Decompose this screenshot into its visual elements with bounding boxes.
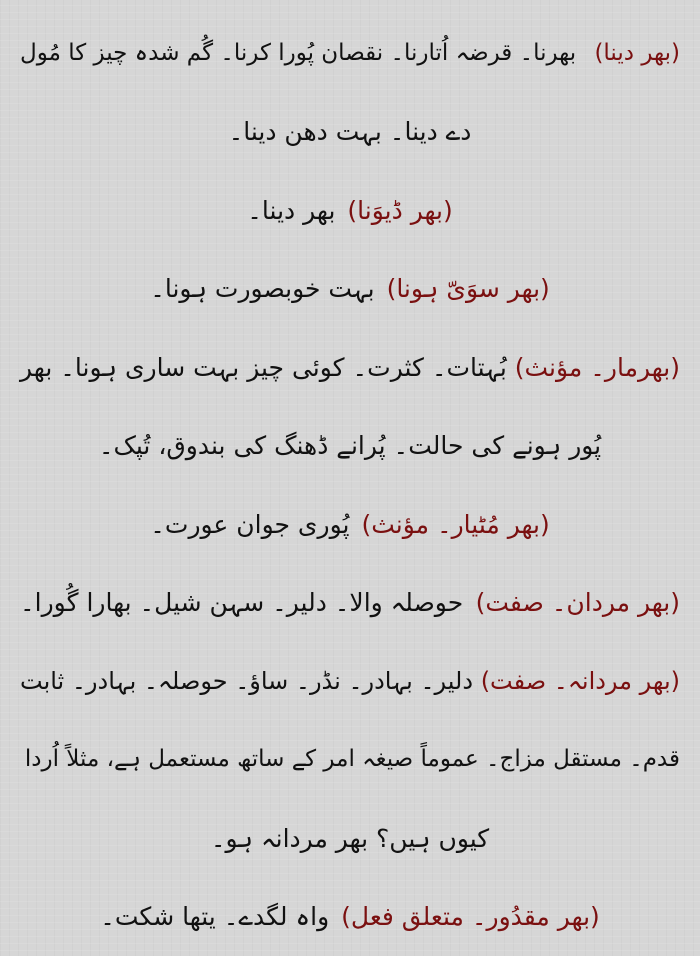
entry-definition: دے دینا۔ بہت دھن دینا۔ [229, 119, 472, 144]
entry-definition: قدم۔ مستقل مزاج۔ عموماً صیغہ امر کے ساتھ مستعمل ہے، مثلاً اُردا [25, 748, 680, 771]
entry-headword: (بھر مردانہ۔ صفت) [481, 669, 680, 693]
entry-bharmar-line-2 [20, 407, 680, 486]
entry-definition: دلیر۔ بہادر۔ نڈر۔ ساؤ۔ حوصلہ۔ بہادر۔ ثابت [20, 669, 473, 693]
entry-bhar-mardana-line-3 [20, 799, 680, 878]
entry-headword: (بھرمار۔ مؤنث) [515, 355, 680, 380]
entry-definition: کیوں ہیں؟ بھر مردانہ ہو۔ [211, 826, 489, 851]
entry-definition: حوصلہ والا۔ دلیر۔ سہن شیل۔ بھارا گُورا۔ [20, 590, 463, 615]
entry-bhar-sawi-hona [20, 250, 680, 329]
entry-definition: بھرنا۔ قرضہ اُتارنا۔ نقصان پُورا کرنا۔ گُم شدہ چیز کا مُول [20, 42, 576, 65]
entry-headword: (بھر دینا) [594, 42, 680, 65]
entry-definition: بہت خوبصورت ہونا۔ [150, 276, 374, 301]
entry-bhar-mutiyar [20, 485, 680, 564]
entry-definition: بُہتات۔ کثرت۔ کوئی چیز بہت ساری ہونا۔ بھر [20, 355, 507, 380]
entry-bhar-mardana-line-1 [20, 642, 680, 721]
entry-bhar-maqdur [20, 878, 680, 956]
entry-definition: واہ لگدے۔ یتھا شکت۔ [100, 904, 329, 929]
entry-definition: بھر دینا۔ [247, 198, 335, 223]
entry-bharmar-line-1 [20, 328, 680, 407]
entry-bhar-dena-line-2 [20, 93, 680, 172]
entry-headword: (بھر سوَیّ ہونا) [387, 276, 550, 301]
entry-headword: (بھر مقدُور۔ متعلق فعل) [341, 904, 600, 929]
entry-definition: پُوری جوان عورت۔ [150, 512, 349, 537]
entry-bhar-mardan [20, 564, 680, 643]
entry-headword: (بھر مردان۔ صفت) [476, 590, 680, 615]
entry-headword: (بھر ڈیوَنا) [347, 198, 452, 223]
entry-bhar-dena-line-1 [20, 14, 680, 93]
entry-headword: (بھر مُٹیار۔ مؤنث) [361, 512, 549, 537]
entry-definition: پُور ہونے کی حالت۔ پُرانے ڈھنگ کی بندوق، تُپک۔ [99, 433, 601, 458]
entry-bhar-deuna [20, 171, 680, 250]
entry-bhar-mardana-line-2 [20, 721, 680, 800]
